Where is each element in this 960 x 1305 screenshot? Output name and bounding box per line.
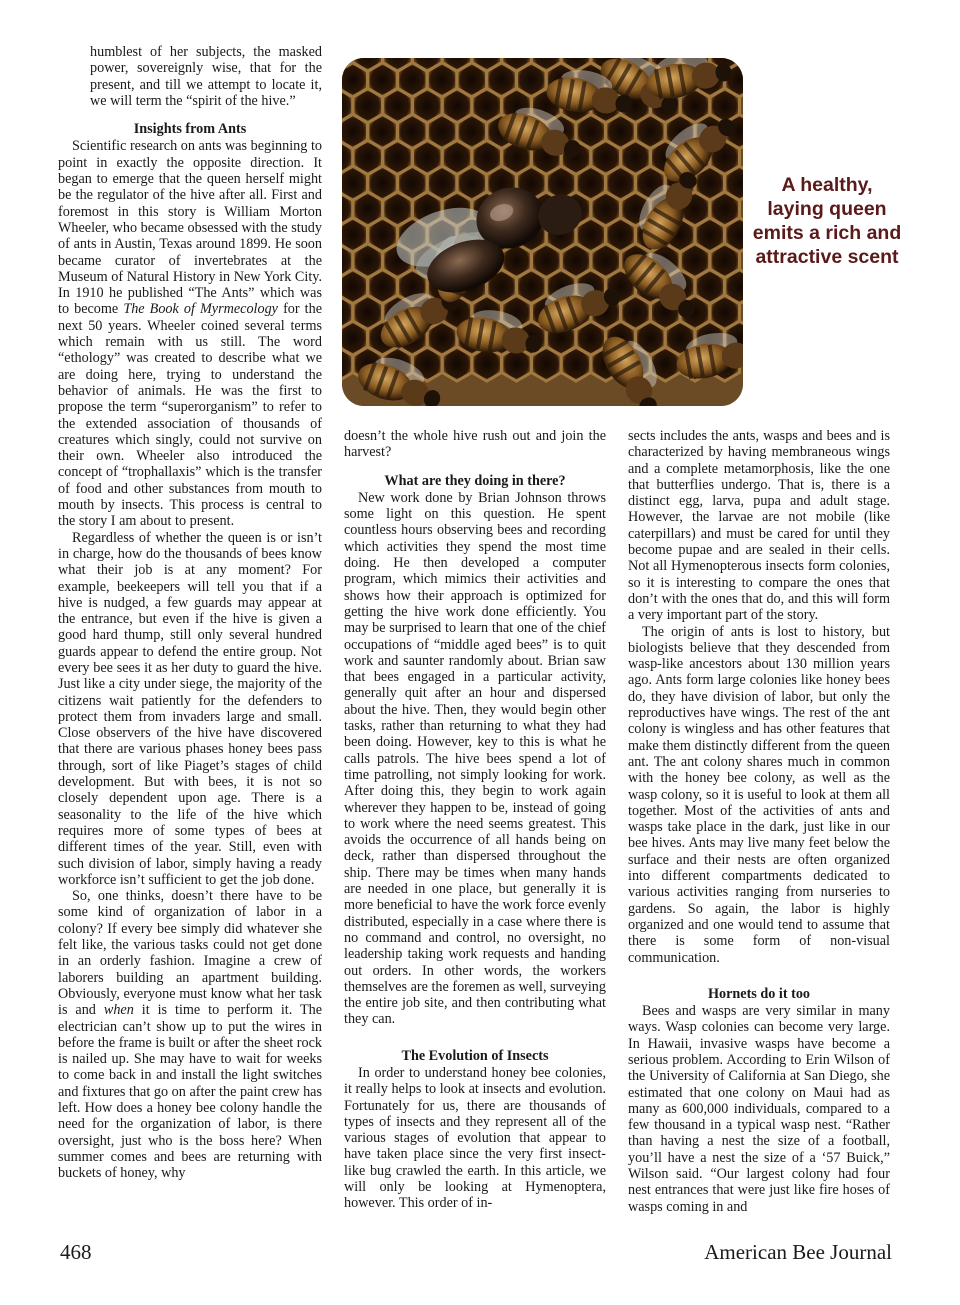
paragraph: doesn’t the whole hive rush out and join the harvest? (344, 428, 606, 461)
pull-quote: A healthy, laying queen emits a rich and attractive scent (752, 174, 902, 268)
paragraph: Regardless of whether the queen is or isn’t in charge, how do the thousands of bees know what their job is at any moment? For example, beekeepers will tell you that if a hive is nudged, a few guards may appear at the entrance, but even if the hive is given a good hard thump, still only several hundred guards appear to defend the entire group. Not every bee sees it as her duty to guard the hive. Just like a city under siege, the majority of the citizens wait patiently for the defenders to protect them from invaders large and small. Close observers of the hive have discovered that there are various phases honey bees pass through, sort of like Piaget’s stages of child development. But with bees, it is not so closely dependent upon age. There is a seasonality to the life of the hive which requires more of some types of bees at different times of the year. Still, even with such division of labor, simply having a ready workforce isn’t sufficient to get the job done. (58, 529, 322, 888)
paragraph: Scientific research on ants was beginning to point in exactly the opposite direction. It began to emerge that the queen herself might be the regulator of the hive after all. First and foremost in this story is William Morton Wheeler, who became obsessed with the study of ants in Austin, Texas around 1899. He soon became curator of invertebrates at the Museum of Natural History in New York City. In 1910 he published “The Ants” which was to become The Book of Myrmecology for the next 50 years. Wheeler coined several terms which remain with us still. The word “ethology” was created to describe what we are doing here, trying to understand the behavior of animals. He was the first to propose the term “superorganism” to refer to the extended association of thousands of creatures which singly, could not survive on their own. Wheeler also introduced the concept of “trophallaxis” which is the transfer of food and other substances from mouth to mouth by insects. This process is central to the story I am about to present. (58, 138, 323, 530)
section-heading-insights-from-ants: Insights from Ants (133, 121, 247, 138)
article-column-1 (58, 44, 322, 1181)
article-column-3 (628, 428, 890, 1215)
paragraph: The origin of ants is lost to history, but biologists believe that they descended from wasp-like ancestors about 130 million years ago. Ants form large colonies like honey bees do, they have division of labor, but only the reproductives have wings. The rest of the ant colony is wingless and has other features that make them distinctly different from the queen ant. The ant colony shares much in common with the honey bee colony, as well as the wasp colony, so it is useful to look at them all together. Most of the activities of ants and wasps take place in the dark, just like in our bee hives. Ants may live many feet below the surface and their nests are often organized into different compartments dedicated to various activities ranging from nurseries to gardens. So again, the labor is highly organized and one would tend to assume that there is some form of non-visual communication. (628, 623, 890, 966)
comb-cell (442, 347, 471, 381)
queen-bee-photo (342, 58, 743, 406)
comb-cell (532, 347, 562, 381)
section-heading-what-are-they-doing: What are they doing in there? (384, 472, 566, 489)
bee-comb-illustration (342, 58, 743, 406)
section-heading-hornets-do-it-too: Hornets do it too (707, 985, 811, 1002)
paragraph: In order to understand honey bee colonies, it really helps to look at insects and evolution. Fortunately for us, there are thousands of types of insects and they represent all of the various stages of evolution that appear to have taken place since the very first insect-like bug crawled the earth. In this article, we will only be looking at Hymenoptera, however. This order of in- (344, 1064, 606, 1212)
paragraph: New work done by Brian Johnson throws some light on this question. He spent countless hours observing bees and recording which activities they spend the most time doing. He then developed a computer program, which mimics their activities and shows how their approach is optimized for getting the hive work done efficiently. You may be surprised to learn that one of the chief occupations of “middle aged bees” is to quit work and saunter randomly about. Brian saw that bees engaged in a particular activity, generally quit after an hour and dispersed about the hive. Then, they would begin other tasks, rather than returning to what they had been doing. However, key to this is what he calls patrols. The hive bees spend a lot of time patrolling, not simply looking for work. After doing this, they begin to work again wherever they happen to be, instead of going to work where the need seems greatest. This avoids the occurrence of all hands being on deck, rather than dispersed throughout the ship. There may be times when many hands are needed in one place, but generally it is more beneficial to have the work force evenly distributed, especially in a case where there is no command and control, no oversight, no leadership taking work requests and handing out orders. In other words, the workers themselves are the foremen as well, surveying the entire job site, and then contributing what they can. (344, 489, 606, 1028)
paragraph: sects includes the ants, wasps and bees and is characterized by having membraneous wings and a complete metamorphosis, like the one that butterflies undergo. That is, there is a distinct egg, larva, pupa and adult stage. However, the larvae are not mobile (like caterpillars) and must be cared for until they become pupae and are sealed in their cells. Not all Hymenopterous insects form colonies, so it is interesting to compare the ones that don’t with the ones that do, and this will form a very important part of the story. (628, 428, 890, 624)
paragraph: Bees and wasps are very similar in many ways. Wasp colonies can become very large. In Hawaii, invasive wasps have become a serious problem. According to Erin Wilson of the University of California at San Diego, she estimated that one colony on Maui had as many as 600,000 individuals, compared to a few thousand in a typical wasp nest. “Rather than having a nest the size of a football, you’ll have a nest the size of a ‘57 Buick,” Wilson said. “Our largest colony had four nest entrances that were just like fire hoses of wasps coming in and (628, 1003, 890, 1215)
article-column-2 (344, 428, 606, 1212)
section-heading-evolution-of-insects: The Evolution of Insects (401, 1047, 549, 1064)
journal-name: American Bee Journal (704, 1240, 892, 1264)
paragraph: So, one thinks, doesn’t there have to be some kind of organization of labor in a colony? If every bee simply did whatever she felt like, the various tasks could not get done in an orderly fashion. Imagine a crew of laborers building an apartment building. Obviously, everyone must know what her task is and when it is time to perform it. The electrician can’t show up to put the wires in before the frame is built or after the sheet rock is nailed up. She may have to wait for weeks to come back in and install the light switches and fixtures that go on after the paint crew has left. How does a honey bee colony handle the need for the organization of labor, is there oversight, just who is the boss here? When summer comes and bees are returning with buckets of honey, why (58, 888, 322, 1182)
page-number: 468 (60, 1240, 92, 1264)
comb-cell (561, 347, 590, 381)
intro-paragraph: humblest of her subjects, the masked power, sovereignly wise, that for the present, and till we attempt to locate it, we will term the “spirit of the hive.” (90, 44, 322, 109)
